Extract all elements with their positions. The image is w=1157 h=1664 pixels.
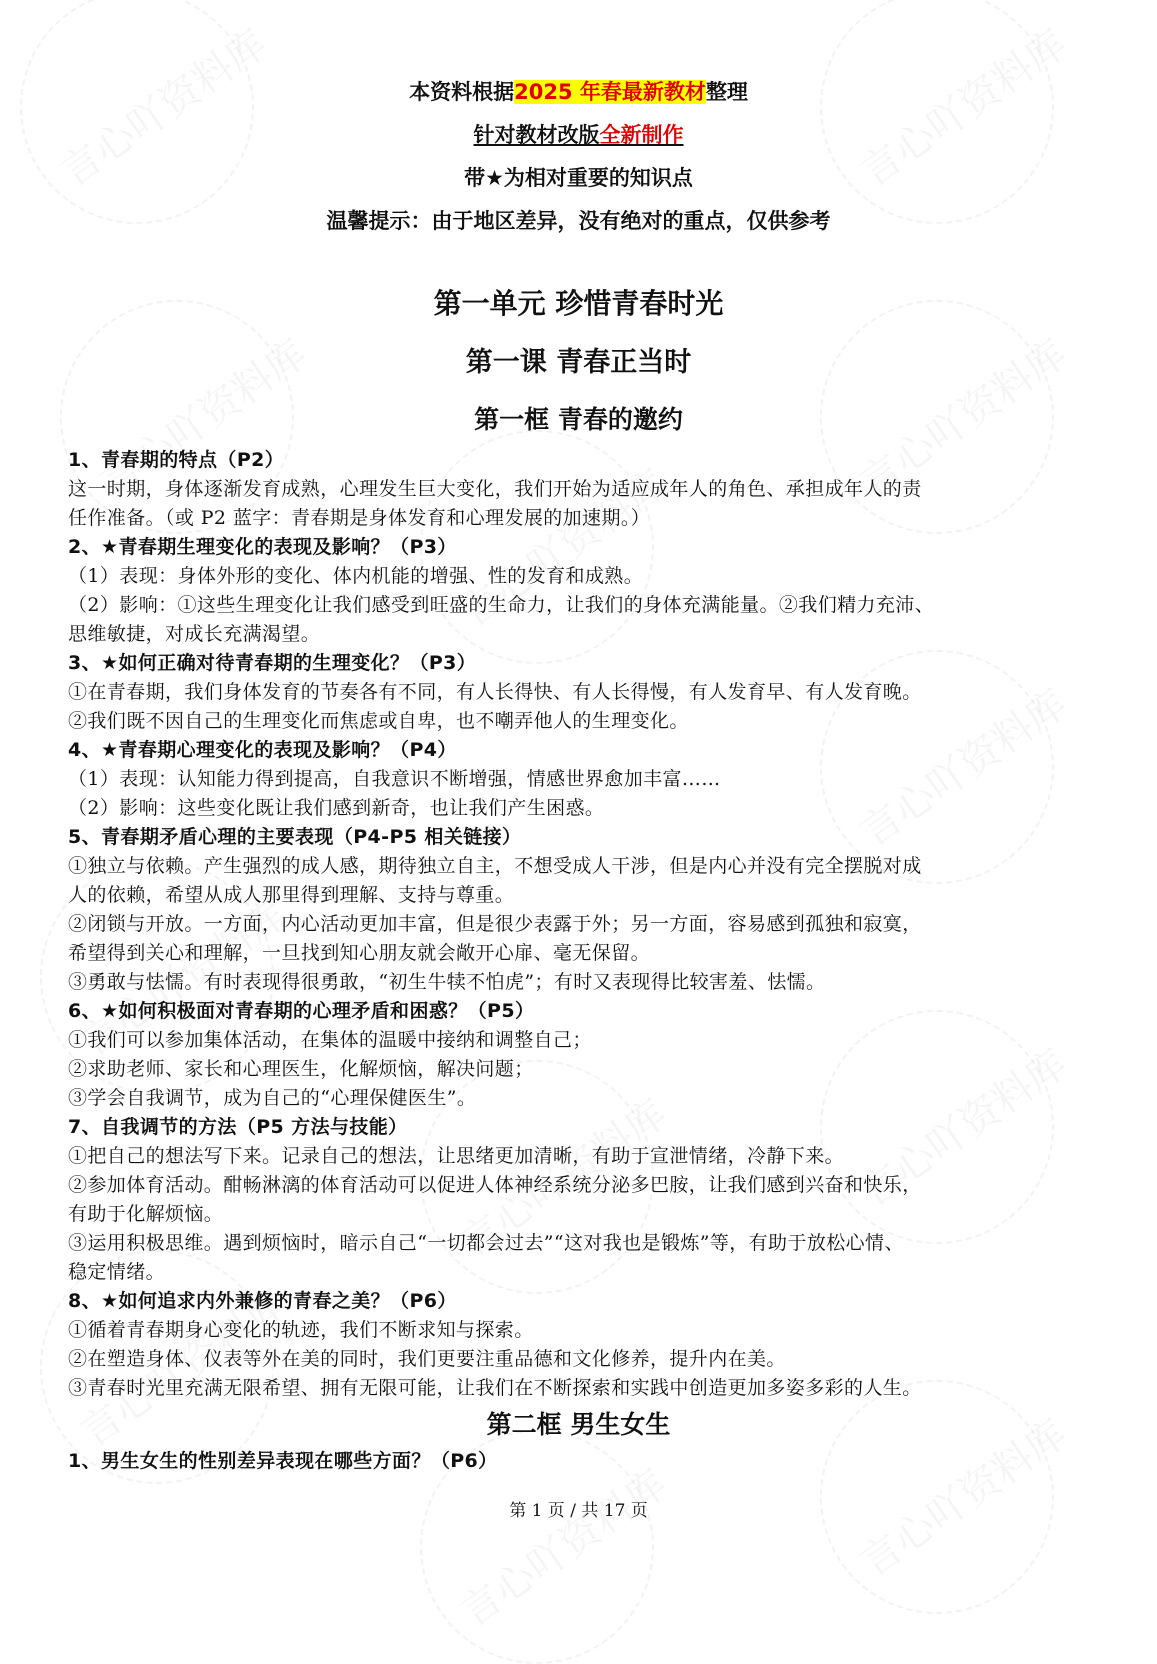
lesson-title: 第一课 青春正当时: [465, 347, 692, 378]
body-text-line: ②参加体育活动。酣畅淋漓的体育活动可以促进人体神经系统分泌多巴胺，让我们感到兴奋和快乐，: [68, 1174, 922, 1196]
body-text-line: 希望得到关心和理解，一旦找到知心朋友就会敞开心扉、毫无保留。: [68, 942, 651, 964]
body-text-line: ②求助老师、家长和心理医生，化解烦恼，解决问题；: [68, 1058, 534, 1080]
header-line-4: 温馨提示：由于地区差异，没有绝对的重点，仅供参考: [326, 209, 831, 233]
header-text: 针对教材改版: [473, 123, 600, 147]
header-line-1: [0, 76, 1157, 106]
header-line-3: 带★为相对重要的知识点: [464, 166, 693, 190]
body-text-line: ①我们可以参加集体活动，在集体的温暖中接纳和调整自己；: [68, 1029, 592, 1051]
question-heading: 4、★青春期心理变化的表现及影响？（P4）: [68, 739, 457, 761]
body-text-line: 任作准备。（或 P2 蓝字：青春期是身体发育和心理发展的加速期。）: [68, 507, 651, 529]
body-text-line: ①把自己的想法写下来。记录自己的想法，让思绪更加清晰，有助于宣泄情绪，冷静下来。: [68, 1145, 845, 1167]
body-text-line: ③运用积极思维。遇到烦恼时，暗示自己“一切都会过去”“这对我也是锻炼”等，有助于放松心情、: [68, 1232, 904, 1254]
question-heading: 8、★如何追求内外兼修的青春之美？（P6）: [68, 1290, 457, 1312]
section-title: 第一框 青春的邀约: [474, 405, 683, 434]
watermark-text: [447, 1453, 676, 1637]
question-heading: 1、青春期的特点（P2）: [68, 449, 285, 471]
header-line-2: [0, 119, 1157, 149]
page-footer: 第 1 页 / 共 17 页: [509, 1501, 648, 1521]
body-text-line: ③青春时光里充满无限希望、拥有无限可能，让我们在不断探索和实践中创造更加多姿多彩的人生。: [68, 1377, 922, 1399]
body-text-line: ②我们既不因自己的生理变化而焦虑或自卑，也不嘲弄他人的生理变化。: [68, 710, 689, 732]
unit-title: 第一单元 珍惜青春时光: [433, 287, 724, 320]
section-1-content: [68, 446, 1098, 1403]
body-text-line: 稳定情绪。: [68, 1261, 166, 1283]
body-text-line: （1）表现：身体外形的变化、体内机能的增强、性的发育和成熟。: [68, 565, 644, 587]
body-text-line: （2）影响：这些变化既让我们感到新奇，也让我们产生困惑。: [68, 797, 605, 819]
document-body: [68, 446, 1098, 1476]
body-text-line: ①在青春期，我们身体发育的节奏各有不同，有人长得快、有人长得慢，有人发育早、有人发育晚。: [68, 681, 922, 703]
header-text: 本资料根据: [409, 80, 515, 104]
body-text-line: ③勇敢与怯懦。有时表现得很勇敢，“初生牛犊不怕虎”；有时又表现得比较害羞、怯懦。: [68, 971, 826, 993]
body-text-line: 人的依赖，希望从成人那里得到理解、支持与尊重。: [68, 884, 515, 906]
body-text-line: （1）表现：认知能力得到提高，自我意识不断增强，情感世界愈加丰富……: [68, 768, 721, 790]
question-heading: 2、★青春期生理变化的表现及影响？（P3）: [68, 536, 457, 558]
body-text-line: ①循着青春期身心变化的轨迹，我们不断求知与探索。: [68, 1319, 534, 1341]
question-heading: 7、自我调节的方法（P5 方法与技能）: [68, 1116, 408, 1138]
question-heading: 5、青春期矛盾心理的主要表现（P4-P5 相关链接）: [68, 826, 522, 848]
header-red-text: 全新制作: [599, 123, 684, 147]
section-2-content: [68, 1447, 1098, 1476]
question-heading: 3、★如何正确对待青春期的生理变化？（P3）: [68, 652, 477, 674]
body-text-line: 有助于化解烦恼。: [68, 1203, 224, 1225]
section-title: 第二框 男生女生: [486, 1410, 671, 1439]
body-text-line: 这一时期，身体逐渐发育成熟，心理发生巨大变化，我们开始为适应成年人的角色、承担成年人的责: [68, 478, 922, 500]
body-text-line: ②在塑造身体、仪表等外在美的同时，我们更要注重品德和文化修养，提升内在美。: [68, 1348, 786, 1370]
body-text-line: 思维敏捷，对成长充满渴望。: [68, 623, 321, 645]
body-text-line: ①独立与依赖。产生强烈的成人感，期待独立自主，不想受成人干涉，但是内心并没有完全摆脱对成: [68, 855, 922, 877]
body-text-line: ③学会自我调节，成为自己的“心理保健医生”。: [68, 1087, 477, 1109]
body-text-line: ②闭锁与开放。一方面，内心活动更加丰富，但是很少表露于外；另一方面，容易感到孤独和寂寞，: [68, 913, 922, 935]
body-text-line: （2）影响：①这些生理变化让我们感受到旺盛的生命力，让我们的身体充满能量。②我们精力充沛、: [68, 594, 935, 616]
header-text: 整理: [705, 80, 748, 104]
header-highlight: 2025 年春最新教材: [514, 80, 706, 104]
question-heading: 6、★如何积极面对青春期的心理矛盾和困惑？（P5）: [68, 1000, 535, 1022]
question-heading: 1、男生女生的性别差异表现在哪些方面？（P6）: [68, 1450, 498, 1472]
